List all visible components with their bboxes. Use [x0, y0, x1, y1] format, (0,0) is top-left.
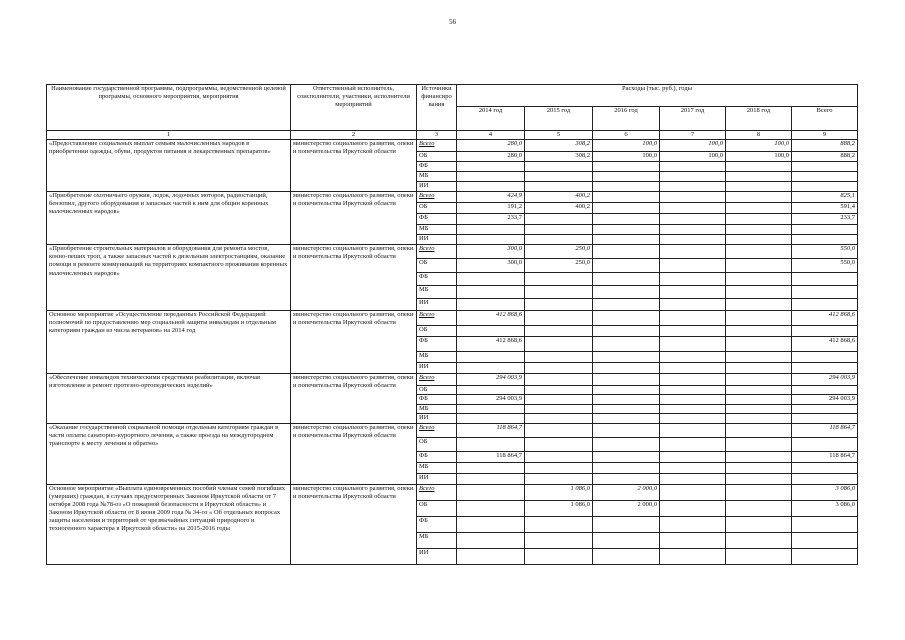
source-cell: Всего: [417, 311, 457, 326]
value-cell: [726, 548, 792, 564]
value-cell: [525, 326, 593, 337]
value-cell: [457, 273, 525, 286]
executor-cell: министерство социального развития, опеки и попечительства Иркутской области: [291, 484, 417, 564]
value-cell: [726, 386, 792, 395]
header-source: Источники финансиро вания: [417, 85, 457, 131]
value-cell: 118 864,7: [457, 451, 525, 462]
header-year: 2017 год: [660, 107, 726, 131]
value-cell: 308,2: [525, 152, 593, 162]
value-cell: [792, 273, 858, 286]
source-cell: ОБ: [417, 326, 457, 337]
value-cell: [726, 352, 792, 363]
table-row: [47, 192, 858, 203]
value-cell: 591,4: [792, 203, 858, 214]
value-cell: [525, 386, 593, 395]
source-cell: Всего: [417, 374, 457, 386]
value-cell: [660, 182, 726, 192]
value-cell: [792, 172, 858, 182]
value-cell: [525, 235, 593, 245]
value-cell: [593, 395, 660, 405]
value-cell: [525, 374, 593, 386]
source-cell: МБ: [417, 225, 457, 235]
value-cell: 118 864,7: [792, 423, 858, 437]
header-year: 2014 год: [457, 107, 525, 131]
value-cell: [726, 414, 792, 423]
header-column-number: 8: [726, 131, 792, 140]
value-cell: [726, 225, 792, 235]
value-cell: [660, 500, 726, 516]
header-column-number: 9: [792, 131, 858, 140]
value-cell: [525, 286, 593, 299]
value-cell: [593, 326, 660, 337]
source-cell: МБ: [417, 286, 457, 299]
executor-cell: министерство социального развития, опеки и попечительства Иркутской области: [291, 245, 417, 311]
value-cell: [593, 532, 660, 548]
value-cell: 294 003,9: [457, 374, 525, 386]
page-number: 56: [449, 18, 456, 26]
value-cell: [792, 326, 858, 337]
value-cell: [726, 516, 792, 532]
value-cell: [457, 462, 525, 473]
value-cell: [593, 423, 660, 437]
value-cell: [726, 395, 792, 405]
value-cell: 300,0: [457, 259, 525, 273]
value-cell: [660, 423, 726, 437]
value-cell: [660, 162, 726, 172]
value-cell: 3 086,0: [792, 484, 858, 500]
value-cell: [457, 405, 525, 414]
value-cell: 100,0: [726, 140, 792, 152]
value-cell: [593, 414, 660, 423]
expenses-table: [46, 84, 858, 565]
program-name-cell: «Предоставление социальных выплат семьям малочисленных народов в приобретении одежды, обуви, продуктов питания и лекарственных препаратов»: [47, 140, 291, 192]
value-cell: [792, 405, 858, 414]
value-cell: [726, 182, 792, 192]
value-cell: [457, 532, 525, 548]
value-cell: [792, 162, 858, 172]
value-cell: [792, 182, 858, 192]
value-cell: 308,2: [525, 140, 593, 152]
value-cell: 550,0: [792, 259, 858, 273]
executor-cell: министерство социального развития, опеки и попечительства Иркутской области: [291, 374, 417, 423]
value-cell: [726, 500, 792, 516]
header-column-number: 5: [525, 131, 593, 140]
program-name-cell: Основное мероприятие «Выплата единовременных пособий членам семей погибших (умерших) граждан, в случаях предусмотренных Законом Иркутской области от 7 октября 2008 года №78-оз «О пожарной безопасности в Иркутской области» и Законом Иркутской области от 8 июня 2009 года № 34-оз « Об отдельных вопросах защиты населения и территорий от чрезвычайных ситуаций природного и техногенного характера в Иркутской области» на 2015-2016 годы: [47, 484, 291, 564]
value-cell: 412 868,6: [792, 311, 858, 326]
value-cell: [593, 259, 660, 273]
value-cell: [525, 423, 593, 437]
value-cell: 400,2: [525, 203, 593, 214]
value-cell: [593, 363, 660, 374]
value-cell: 294 003,9: [792, 395, 858, 405]
executor-cell: министерство социального развития, опеки и попечительства Иркутской области: [291, 423, 417, 484]
value-cell: 118 864,7: [792, 451, 858, 462]
value-cell: [593, 235, 660, 245]
table-row: [47, 245, 858, 259]
value-cell: 400,2: [525, 192, 593, 203]
value-cell: 250,0: [525, 245, 593, 259]
source-cell: ОБ: [417, 203, 457, 214]
value-cell: [726, 484, 792, 500]
executor-cell: министерство социального развития, опеки и попечительства Иркутской области: [291, 140, 417, 192]
table-row: [47, 140, 858, 152]
value-cell: [660, 395, 726, 405]
value-cell: [525, 395, 593, 405]
value-cell: [457, 225, 525, 235]
value-cell: [525, 363, 593, 374]
value-cell: [593, 192, 660, 203]
header-year: 2015 год: [525, 107, 593, 131]
value-cell: 888,2: [792, 152, 858, 162]
value-cell: [792, 473, 858, 484]
value-cell: [726, 172, 792, 182]
value-cell: [726, 451, 792, 462]
value-cell: [593, 337, 660, 352]
value-cell: 191,2: [457, 203, 525, 214]
value-cell: [726, 235, 792, 245]
header-program: Наименование государственной программы, подпрограммы, ведомственной целевой программы, основного мероприятия, мероприятия: [47, 85, 291, 131]
source-cell: МБ: [417, 462, 457, 473]
value-cell: 233,7: [792, 214, 858, 225]
value-cell: [660, 405, 726, 414]
header-year: Всего: [792, 107, 858, 131]
header-column-number: 6: [593, 131, 660, 140]
value-cell: [593, 374, 660, 386]
value-cell: [660, 548, 726, 564]
value-cell: [457, 162, 525, 172]
value-cell: [726, 299, 792, 311]
source-cell: ФБ: [417, 451, 457, 462]
source-cell: ИИ: [417, 414, 457, 423]
value-cell: [525, 273, 593, 286]
source-cell: ОБ: [417, 386, 457, 395]
header-column-number: 7: [660, 131, 726, 140]
program-name-cell: «Приобретение охотничьего оружия, лодок, лодочных моторов, радиостанций, бензопил, другого оборудования и запасных частей к ним для общин коренных малочисленных народов»: [47, 192, 291, 245]
value-cell: [726, 203, 792, 214]
value-cell: [660, 337, 726, 352]
value-cell: [726, 337, 792, 352]
value-cell: [660, 484, 726, 500]
program-name-cell: «Оказание государственной социальной помощи отдельным категориям граждан в части оплаты санаторно-курортного лечения, а также проезда на междугороднем транспорте к месту лечения и обратно»: [47, 423, 291, 484]
value-cell: [525, 214, 593, 225]
value-cell: [525, 473, 593, 484]
value-cell: [457, 352, 525, 363]
value-cell: [726, 192, 792, 203]
value-cell: [726, 273, 792, 286]
value-cell: 280,0: [457, 152, 525, 162]
executor-cell: министерство социального развития, опеки и попечительства Иркутской области: [291, 192, 417, 245]
value-cell: [593, 214, 660, 225]
source-cell: Всего: [417, 245, 457, 259]
value-cell: [593, 352, 660, 363]
value-cell: [593, 437, 660, 451]
value-cell: [457, 500, 525, 516]
value-cell: 294 003,9: [457, 395, 525, 405]
value-cell: [525, 405, 593, 414]
value-cell: 412 868,6: [457, 337, 525, 352]
value-cell: 300,0: [457, 245, 525, 259]
value-cell: [593, 273, 660, 286]
source-cell: Всего: [417, 423, 457, 437]
source-cell: ОБ: [417, 437, 457, 451]
value-cell: [525, 414, 593, 423]
value-cell: 888,2: [792, 140, 858, 152]
header-column-number: 1: [47, 131, 291, 140]
value-cell: [660, 386, 726, 395]
table-row: [47, 484, 858, 500]
value-cell: [457, 484, 525, 500]
value-cell: [726, 423, 792, 437]
value-cell: [457, 326, 525, 337]
value-cell: [792, 225, 858, 235]
source-cell: ИИ: [417, 363, 457, 374]
value-cell: [792, 386, 858, 395]
value-cell: [660, 192, 726, 203]
table-row: [47, 374, 858, 386]
value-cell: [726, 363, 792, 374]
value-cell: [660, 273, 726, 286]
value-cell: [457, 299, 525, 311]
value-cell: [660, 363, 726, 374]
value-cell: [525, 548, 593, 564]
value-cell: [726, 532, 792, 548]
value-cell: [457, 473, 525, 484]
value-cell: [457, 235, 525, 245]
value-cell: [660, 235, 726, 245]
value-cell: 825,1: [792, 192, 858, 203]
value-cell: [792, 462, 858, 473]
program-name-cell: «Обеспечение инвалидов техническими средствами реабилитации, включая изготовление и ремонт протезно-ортопедических изделий»: [47, 374, 291, 423]
executor-cell: министерство социального развития, опеки и попечительства Иркутской области: [291, 311, 417, 374]
value-cell: [525, 162, 593, 172]
value-cell: [525, 532, 593, 548]
source-cell: ФБ: [417, 214, 457, 225]
header-column-number: 4: [457, 131, 525, 140]
value-cell: [660, 203, 726, 214]
value-cell: 100,0: [593, 140, 660, 152]
value-cell: [726, 462, 792, 473]
value-cell: [660, 374, 726, 386]
value-cell: [660, 326, 726, 337]
value-cell: [660, 245, 726, 259]
value-cell: 280,0: [457, 140, 525, 152]
value-cell: [792, 548, 858, 564]
value-cell: [726, 259, 792, 273]
value-cell: [726, 405, 792, 414]
value-cell: [726, 286, 792, 299]
source-cell: ФБ: [417, 337, 457, 352]
value-cell: [660, 259, 726, 273]
value-cell: 233,7: [457, 214, 525, 225]
source-cell: ИИ: [417, 235, 457, 245]
value-cell: [660, 414, 726, 423]
value-cell: [660, 516, 726, 532]
value-cell: [525, 182, 593, 192]
value-cell: 1 086,0: [525, 500, 593, 516]
value-cell: [660, 172, 726, 182]
table-row: [47, 311, 858, 326]
header-executor: Ответственный исполнитель, соисполнители, участники, исполнители мероприятий: [291, 85, 417, 131]
value-cell: [525, 516, 593, 532]
value-cell: 550,0: [792, 245, 858, 259]
source-cell: Всего: [417, 192, 457, 203]
source-cell: ФБ: [417, 516, 457, 532]
value-cell: [525, 311, 593, 326]
value-cell: [525, 337, 593, 352]
value-cell: [593, 311, 660, 326]
value-cell: [660, 299, 726, 311]
value-cell: [792, 414, 858, 423]
source-cell: ИИ: [417, 548, 457, 564]
value-cell: [660, 311, 726, 326]
value-cell: [660, 437, 726, 451]
value-cell: 294 003,9: [792, 374, 858, 386]
value-cell: [726, 162, 792, 172]
source-cell: ИИ: [417, 182, 457, 192]
source-cell: ФБ: [417, 273, 457, 286]
source-cell: МБ: [417, 405, 457, 414]
value-cell: [593, 386, 660, 395]
value-cell: [792, 235, 858, 245]
value-cell: [593, 548, 660, 564]
value-cell: [525, 172, 593, 182]
value-cell: [457, 363, 525, 374]
header-year: 2016 год: [593, 107, 660, 131]
value-cell: [593, 172, 660, 182]
table-row: [47, 423, 858, 437]
value-cell: [660, 225, 726, 235]
value-cell: 100,0: [726, 152, 792, 162]
value-cell: 250,0: [525, 259, 593, 273]
value-cell: [726, 437, 792, 451]
value-cell: 412 868,6: [457, 311, 525, 326]
value-cell: [726, 214, 792, 225]
source-cell: МБ: [417, 532, 457, 548]
source-cell: МБ: [417, 172, 457, 182]
value-cell: [593, 299, 660, 311]
value-cell: [726, 374, 792, 386]
value-cell: [726, 311, 792, 326]
value-cell: 2 000,0: [593, 484, 660, 500]
header-expenses: Расходы (тыс. руб.), годы: [457, 85, 858, 107]
value-cell: [660, 532, 726, 548]
value-cell: 424,9: [457, 192, 525, 203]
program-name-cell: Основное мероприятие «Осуществление переданных Российской Федерацией полномочий по предоставлению мер социальной защиты инвалидам и отдельным категориям граждан из числа ветеранов» на 2014 год: [47, 311, 291, 374]
value-cell: [525, 299, 593, 311]
value-cell: [457, 182, 525, 192]
value-cell: [525, 352, 593, 363]
value-cell: [457, 516, 525, 532]
value-cell: [457, 386, 525, 395]
value-cell: [525, 462, 593, 473]
value-cell: [660, 352, 726, 363]
value-cell: [726, 245, 792, 259]
value-cell: [457, 172, 525, 182]
value-cell: [593, 462, 660, 473]
value-cell: [593, 162, 660, 172]
value-cell: [792, 363, 858, 374]
source-cell: ОБ: [417, 500, 457, 516]
value-cell: [792, 532, 858, 548]
value-cell: [457, 286, 525, 299]
value-cell: [593, 225, 660, 235]
value-cell: [457, 437, 525, 451]
value-cell: [660, 462, 726, 473]
source-cell: Всего: [417, 140, 457, 152]
value-cell: [457, 414, 525, 423]
value-cell: [792, 299, 858, 311]
value-cell: 1 086,0: [525, 484, 593, 500]
header-year: 2018 год: [726, 107, 792, 131]
value-cell: 2 000,0: [593, 500, 660, 516]
value-cell: [525, 437, 593, 451]
value-cell: [593, 182, 660, 192]
value-cell: [726, 473, 792, 484]
header-column-number: 2: [291, 131, 417, 140]
value-cell: 3 086,0: [792, 500, 858, 516]
value-cell: 100,0: [593, 152, 660, 162]
value-cell: [525, 225, 593, 235]
value-cell: [593, 286, 660, 299]
value-cell: [593, 203, 660, 214]
value-cell: [660, 286, 726, 299]
value-cell: [593, 405, 660, 414]
source-cell: ОБ: [417, 259, 457, 273]
program-name-cell: «Приобретение строительных материалов и оборудования для ремонта мостов, конно-пеших троп, а также запасных частей к дизельным электростанциям, оказание помощи в ремонте коммуникаций на территориях компактного проживания коренных малочисленных народов»: [47, 245, 291, 311]
source-cell: ФБ: [417, 395, 457, 405]
source-cell: Всего: [417, 484, 457, 500]
value-cell: [792, 352, 858, 363]
value-cell: 100,0: [660, 140, 726, 152]
source-cell: ОБ: [417, 152, 457, 162]
value-cell: [457, 548, 525, 564]
value-cell: 100,0: [660, 152, 726, 162]
value-cell: [792, 286, 858, 299]
value-cell: [792, 516, 858, 532]
value-cell: 118 864,7: [457, 423, 525, 437]
value-cell: [726, 326, 792, 337]
value-cell: [660, 451, 726, 462]
source-cell: ИИ: [417, 473, 457, 484]
value-cell: 412 868,6: [792, 337, 858, 352]
value-cell: [660, 473, 726, 484]
source-cell: ФБ: [417, 162, 457, 172]
value-cell: [660, 214, 726, 225]
value-cell: [593, 245, 660, 259]
source-cell: ИИ: [417, 299, 457, 311]
value-cell: [792, 437, 858, 451]
source-cell: МБ: [417, 352, 457, 363]
value-cell: [593, 516, 660, 532]
header-column-number: 3: [417, 131, 457, 140]
value-cell: [593, 451, 660, 462]
value-cell: [593, 473, 660, 484]
value-cell: [525, 451, 593, 462]
